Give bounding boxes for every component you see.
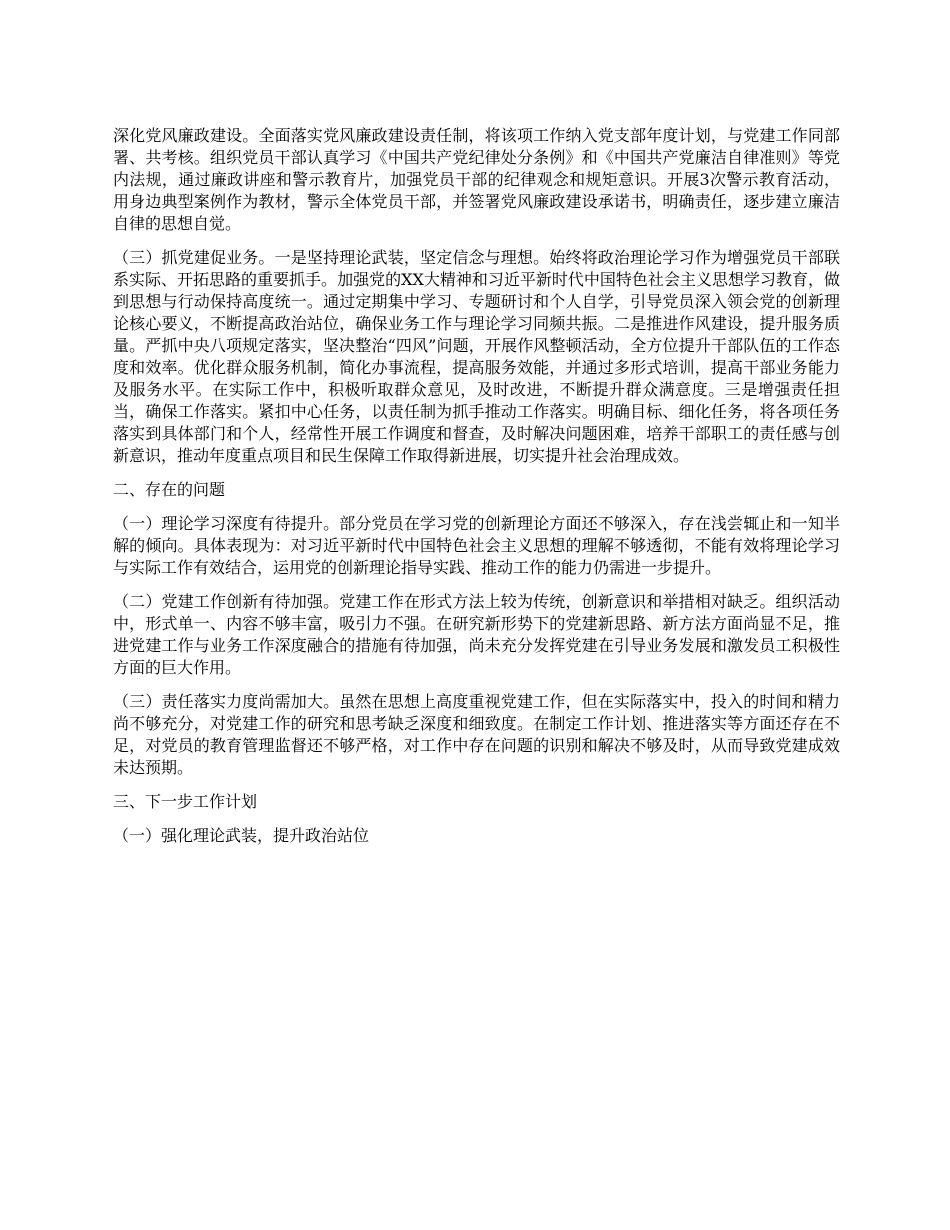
section-heading-next-plan: 三、下一步工作计划 xyxy=(113,792,258,811)
paragraph-theory-study-depth: （一）理论学习深度有待提升。部分党员在学习党的创新理论方面还不够深入，存在浅尝辄止和一知半解的倾向。具体表现为：对习近平新时代中国特色社会主义思想的理解不够透彻，不能有效将理论学习与实际工作有效结合，运用党的创新理论指导实践、推动工作的能力仍需进一步提升。 xyxy=(113,514,840,577)
section-heading-problems: 二、存在的问题 xyxy=(113,480,226,499)
paragraph-responsibility: （三）责任落实力度尚需加大。虽然在思想上高度重视党建工作，但在实际落实中，投入的时间和精力尚不够充分，对党建工作的研究和思考缺乏深度和细致度。在制定工作计划、推进落实等方面还存在不足，对党员的教育管理监督还不够严格，对工作中存在问题的识别和解决不够及时，从而导致党建成效未达预期。 xyxy=(113,692,840,777)
paragraph-integrity-building: 深化党风廉政建设。全面落实党风廉政建设责任制，将该项工作纳入党支部年度计划，与党建工作同部署、共考核。组织党员干部认真学习《中国共产党纪律处分条例》和《中国共产党廉洁自律准则》等党内法规，通过廉政讲座和警示教育片，加强党员干部的纪律观念和规矩意识。开展3次警示教育活动，用身边典型案例作为教材，警示全体党员干部，并签署党风廉政建设承诺书，明确责任，逐步建立廉洁自律的思想自觉。 xyxy=(113,126,840,233)
document-page xyxy=(113,125,840,859)
paragraph-innovation: （二）党建工作创新有待加强。党建工作在形式方法上较为传统，创新意识和举措相对缺乏。组织活动中，形式单一、内容不够丰富，吸引力不强。在研究新形势下的党建新思路、新方法方面尚显不足，推进党建工作与业务工作深度融合的措施有待加强，尚未充分发挥党建在引导业务发展和激发员工积极性方面的巨大作用。 xyxy=(113,592,840,677)
subheading-theory-armament: （一）强化理论武装，提升政治站位 xyxy=(113,826,370,845)
paragraph-party-building-business: （三）抓党建促业务。一是坚持理论武装，坚定信念与理想。始终将政治理论学习作为增强党员干部联系实际、开拓思路的重要抓手。加强党的XX大精神和习近平新时代中国特色社会主义思想学习教育，做到思想与行动保持高度统一。通过定期集中学习、专题研讨和个人自学，引导党员深入领会党的创新理论核心要义，不断提高政治站位，确保业务工作与理论学习同频共振。二是推进作风建设，提升服务质量。严抓中央八项规定落实，坚决整治“四风”问题，开展作风整顿活动，全方位提升干部队伍的工作态度和效率。优化群众服务机制，简化办事流程，提高服务效能，并通过多形式培训，提高干部业务能力及服务水平。在实际工作中，积极听取群众意见，及时改进，不断提升群众满意度。三是增强责任担当，确保工作落实。紧扣中心任务，以责任制为抓手推动工作落实。明确目标、细化任务，将各项任务落实到具体部门和个人，经常性开展工作调度和督查，及时解决问题困难，培养干部职工的责任感与创新意识，推动年度重点项目和民生保障工作取得新进展，切实提升社会治理成效。 xyxy=(113,248,840,465)
